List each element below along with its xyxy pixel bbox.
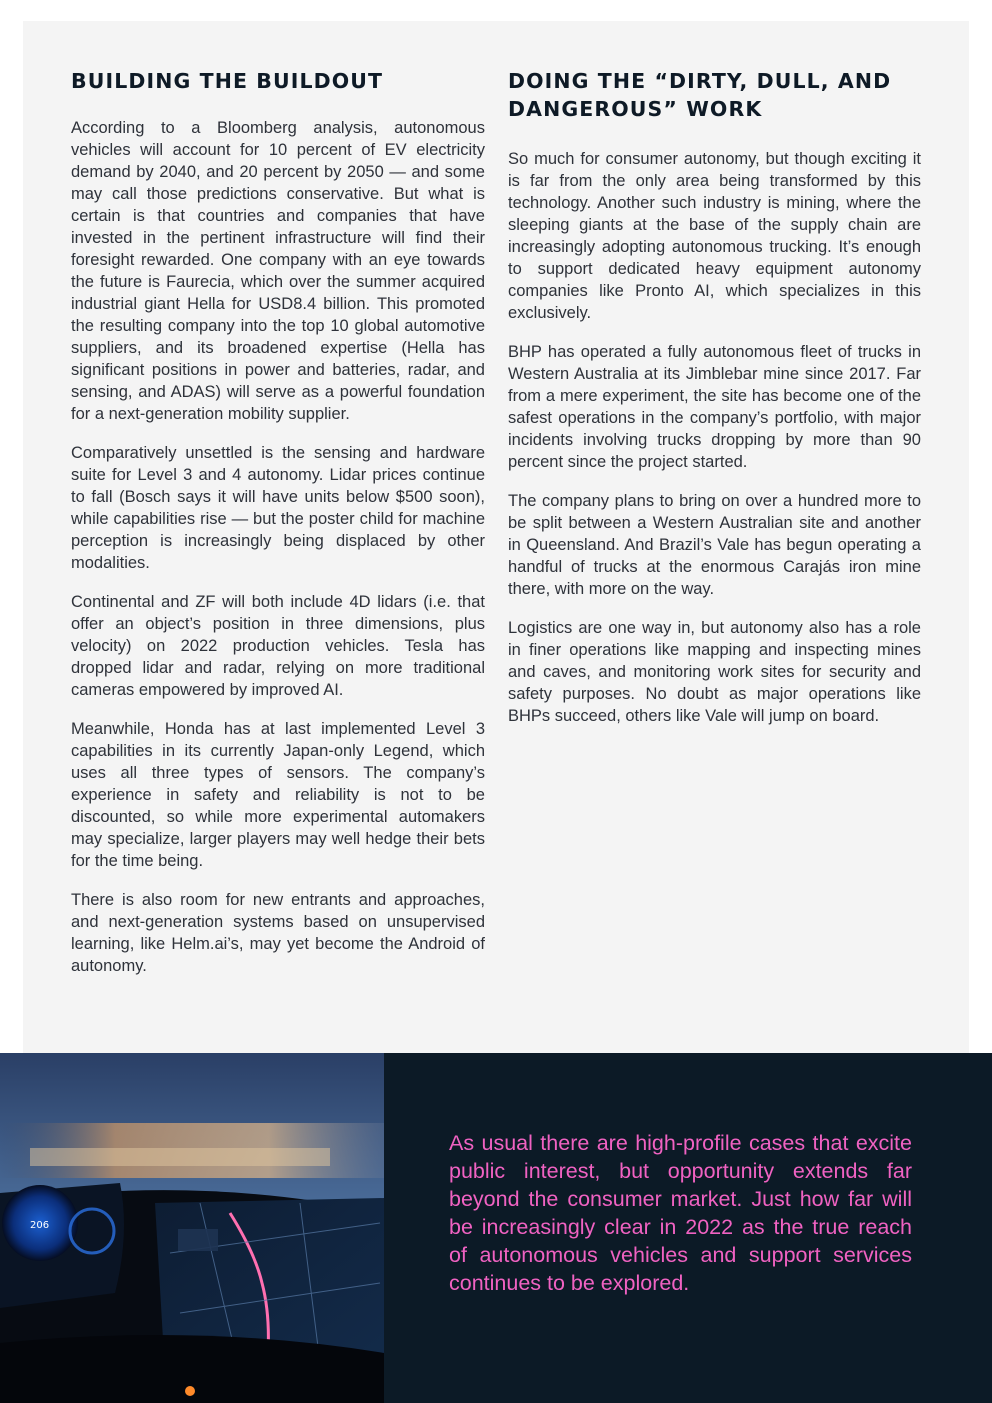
left-paragraph-2: Comparatively unsettled is the sensing and hardware suite for Level 3 and 4 autonomy. Lidar prices continue to fall (Bosch says it will have units below $500 soon), while capabilities rise — but the poster child for machine perception is increasingly being displaced by other modalities. (71, 444, 485, 572)
map-info-box (178, 1229, 218, 1251)
motion-blur-2 (30, 1148, 330, 1166)
left-column-heading: BUILDING THE BUILDOUT (71, 69, 384, 93)
left-paragraph-3: Continental and ZF will both include 4D lidars (i.e. that offer an object’s position in three dimensions, plus velocity) on 2022 production vehicles. Tesla has dropped lidar and radar, relying on more traditional cameras empowered by improved AI. (71, 593, 485, 699)
left-paragraph-5: There is also room for new entrants and approaches, and next-generation systems based on unsupervised learning, like Helm.ai’s, may yet become the Android of autonomy. (71, 891, 485, 975)
article-panel (23, 21, 969, 1053)
right-column-heading: DOING THE “DIRTY, DULL, AND DANGEROUS” WORK (508, 69, 892, 121)
left-paragraph-1: According to a Bloomberg analysis, autonomous vehicles will account for 10 percent of EV electricity demand by 2040, and 20 percent by 2050 — and some may call those predictions conservative. But what is certain is that countries and companies that have invested in the pertinent infrastructure will find their foresight rewarded. One company with an eye towards the future is Faurecia, which over the summer acquired industrial giant Hella for USD8.4 billion. This promoted the resulting company into the top 10 global automotive suppliers, and its broadened expertise (Hella has significant positions in power and batteries, radar, and sensing, and ADAS) will serve as a powerful foundation for a next-generation mobility supplier. (71, 119, 485, 423)
right-paragraph-2: BHP has operated a fully autonomous fleet of trucks in Western Australia at its Jimblebar mine since 2017. Far from a mere experiment, the site has become one of the safest operations in the company’s portfolio, with major incidents involving trucks dropping by more than 90 percent since the project started. (508, 343, 921, 471)
right-paragraph-4: Logistics are one way in, but autonomy also has a role in finer operations like mapping and inspecting mines and caves, and monitoring work sites for security and safety purposes. No doubt as major operations like BHPs succeed, others like Vale will jump on board. (508, 619, 921, 725)
car-dashboard-photo (0, 1053, 384, 1403)
pull-quote: As usual there are high-profile cases that excite public interest, but opportunity extends far beyond the consumer market. Just how far will be increasingly clear in 2022 as the true reach of autonomous vehicles and support services continues to be explored. (449, 1131, 912, 1295)
speed-readout: 206 (30, 1220, 50, 1231)
right-paragraph-1: So much for consumer autonomy, but though exciting it is far from the only area being transformed by this technology. Another such industry is mining, where the sleeping giants at the base of the supply chain are increasingly adopting autonomous trucking. It’s enough to support dedicated heavy equipment autonomy companies like Pronto AI, which specializes in this exclusively. (508, 150, 921, 322)
left-paragraph-4: Meanwhile, Honda has at last implemented Level 3 capabilities in its currently Japan-only Legend, which uses all three types of sensors. The company’s experience in safety and reliability is not to be discounted, so while more experimental automakers may specialize, larger players may well hedge their bets for the time being. (71, 720, 485, 870)
left-column (71, 67, 485, 994)
orange-light (185, 1386, 195, 1396)
footer-band (0, 1053, 992, 1403)
right-paragraph-3: The company plans to bring on over a hundred more to be split between a Western Australian site and another in Queensland. And Brazil’s Vale has begun operating a handful of trucks at the enormous Carajás iron mine there, with more on the way. (508, 492, 921, 598)
right-column (508, 67, 921, 744)
dashboard-illustration (0, 1053, 384, 1403)
